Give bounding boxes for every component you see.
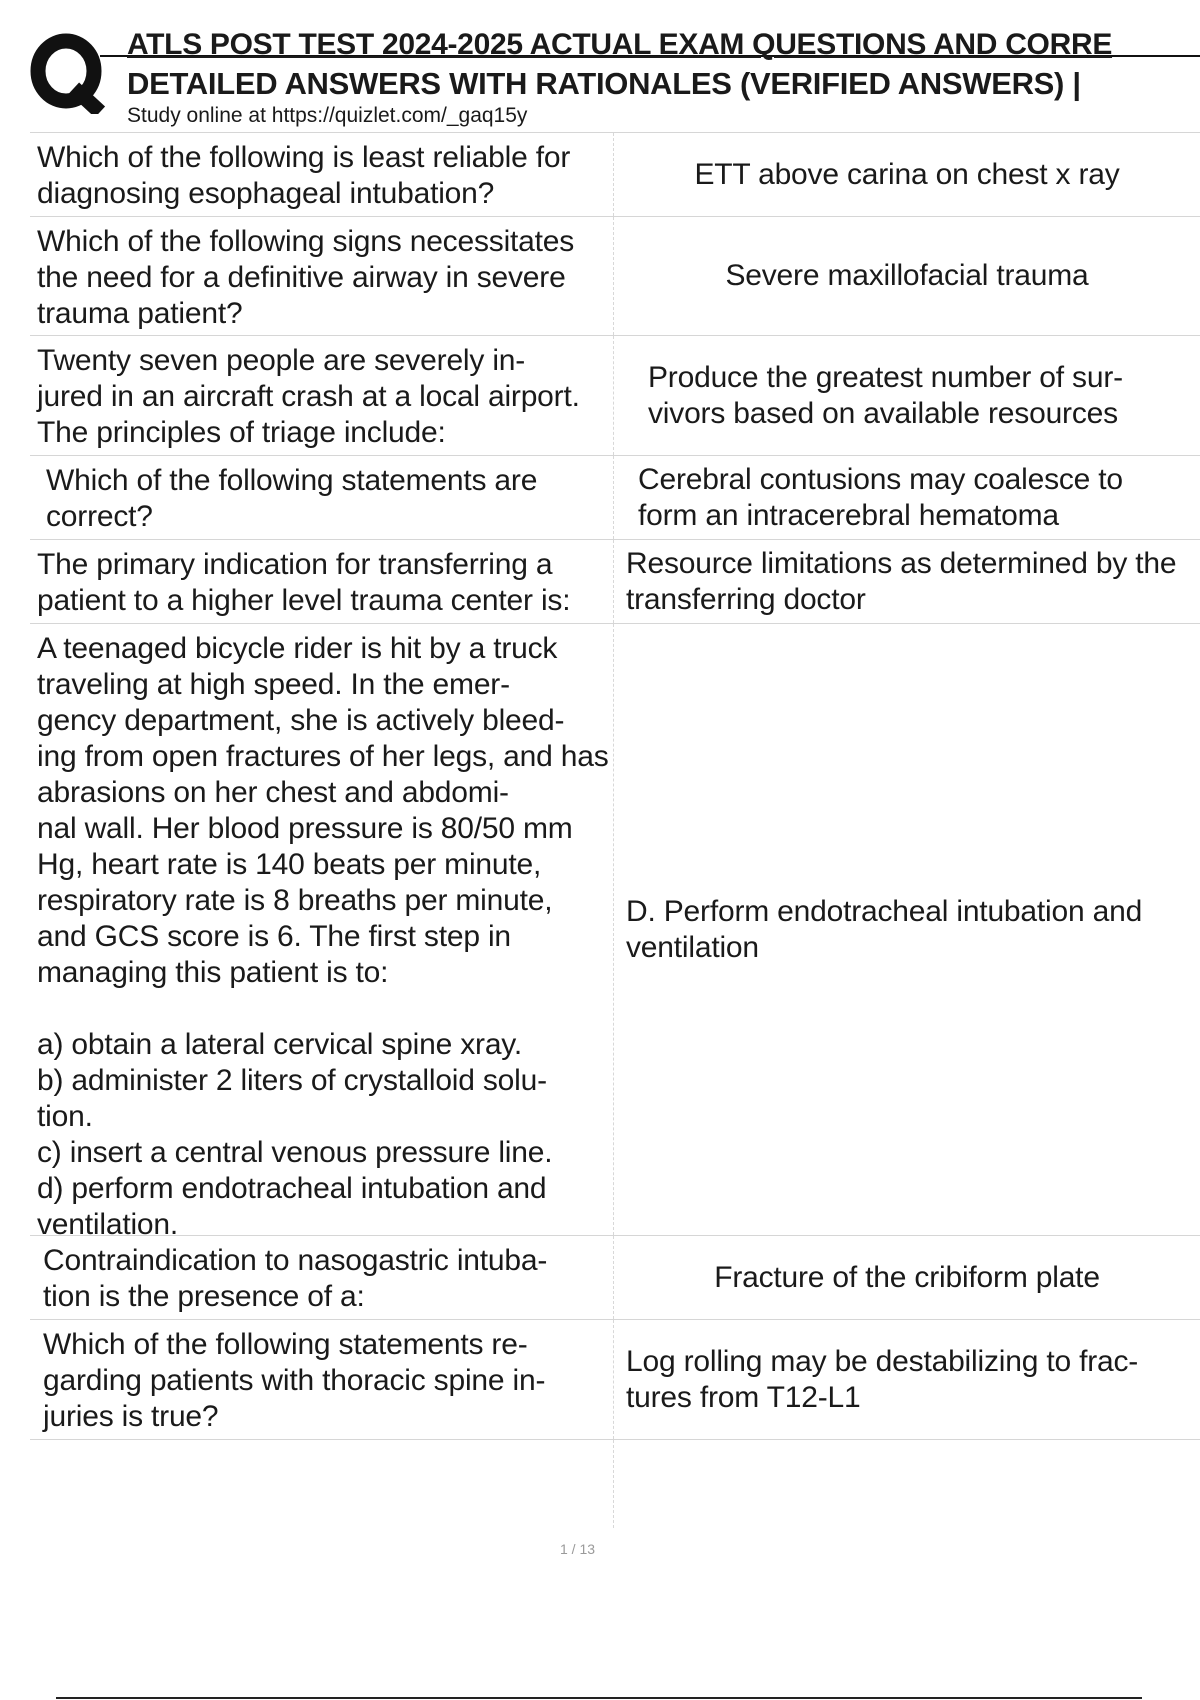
flashcard-table [30, 132, 1200, 1528]
card-answer: Resource limitations as determined by the transferring doctor [626, 546, 1185, 616]
card-answer: Severe maxillofacial trauma [725, 259, 1089, 292]
card-answer: Produce the greatest number of sur- vivors based on available resources [648, 360, 1123, 430]
card-question: Twenty seven people are severely in- jured in an aircraft crash at a local airport. The principles of triage include: [30, 336, 614, 455]
flashcard-row [30, 456, 1200, 540]
flashcard-row [30, 1320, 1200, 1440]
footer-rule [56, 1697, 1142, 1699]
quizlet-q-logo-icon [30, 30, 108, 114]
card-question: Which of the following statements are correct? [30, 456, 614, 539]
card-question: Which of the following is least reliable for diagnosing esophageal intubation? [30, 133, 614, 216]
card-question: A teenaged bicycle rider is hit by a truck traveling at high speed. In the emer- gency department, she is actively bleed- ing from open fractures of her legs, and has abrasions on her chest and abdomi- nal wall. Her blood pressure is 80/50 mm Hg, heart rate is 140 beats per minute, respiratory rate is 8 breaths per minute, and GCS score is 6. The first step in managing this patient is to: a) obtain a lateral cervical spine xray. b) administer 2 liters of crystalloid solu- tion. c) insert a central venous pressure line. d) perform endotracheal intubation and ventilation. [30, 624, 614, 1235]
document-header [0, 0, 1200, 132]
card-question: Contraindication to nasogastric intuba- tion is the presence of a: [30, 1236, 614, 1319]
card-answer: Fracture of the cribiform plate [714, 1260, 1100, 1294]
flashcard-row [30, 336, 1200, 456]
page-number: 1 / 13 [560, 1541, 596, 1557]
document-title-line-2: DETAILED ANSWERS WITH RATIONALES (VERIFIED ANSWERS) | [127, 66, 1081, 101]
card-answer: Cerebral contusions may coalesce to form an intracerebral hematoma [638, 462, 1132, 532]
empty-cell [30, 1440, 614, 1528]
flashcard-row [30, 217, 1200, 336]
study-online-link[interactable]: Study online at https://quizlet.com/_gaq15y [127, 104, 528, 127]
flashcard-row [30, 624, 1200, 1241]
card-question: Which of the following statements re- garding patients with thoracic spine in- juries is true? [30, 1320, 614, 1439]
flashcard-row [30, 133, 1200, 217]
card-answer: ETT above carina on chest x ray [694, 157, 1120, 191]
card-question: The primary indication for transferring a patient to a higher level trauma center is: [30, 540, 614, 623]
card-answer: Log rolling may be destabilizing to frac- tures from T12-L1 [626, 1344, 1139, 1414]
flashcard-row [30, 1236, 1200, 1320]
empty-row [30, 1440, 1200, 1528]
card-answer: D. Perform endotracheal intubation and ventilation [626, 894, 1151, 964]
card-question: Which of the following signs necessitates the need for a definitive airway in severe trauma patient? [30, 217, 614, 335]
document-title-line-1: ATLS POST TEST 2024-2025 ACTUAL EXAM QUESTIONS AND CORRE [127, 28, 1113, 61]
flashcard-row [30, 540, 1200, 624]
